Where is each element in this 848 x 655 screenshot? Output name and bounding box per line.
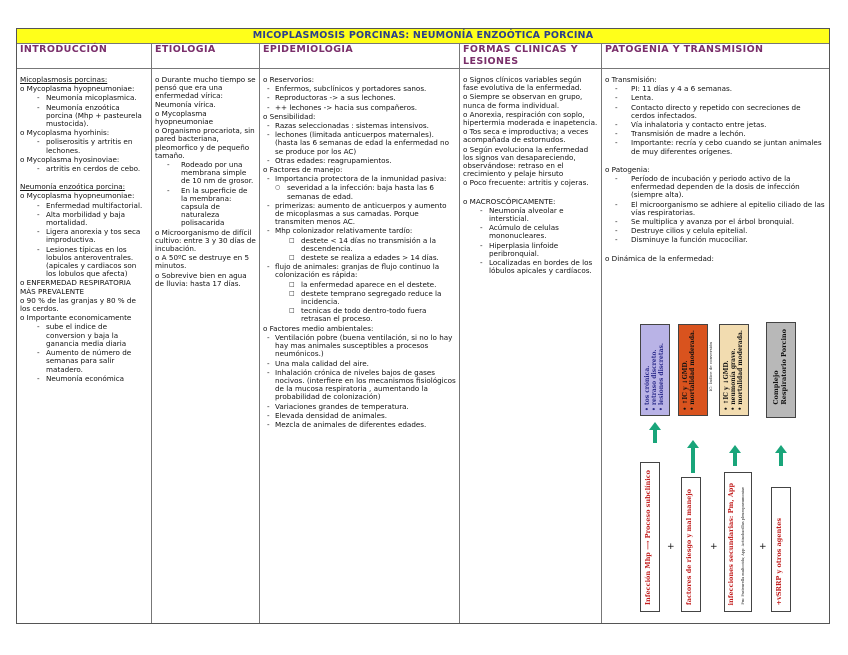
etio-item: o Microorganismo de difícil cultivo: entre 3 y 30 días de incubación. xyxy=(155,227,256,254)
formas-subitem: - Localizadas en bordes de los lóbulos apicales y cardíacos. xyxy=(463,259,598,275)
formas-item: o Siempre se observan en grupo, nunca de forma individual. xyxy=(463,92,583,110)
epi-item: o Factores medio ambientales: xyxy=(263,323,374,333)
header-formas-clinicas: FORMAS CLINICAS Y LESIONES xyxy=(460,43,602,69)
intro-item: o Importante economicamente xyxy=(20,313,132,323)
intro-subitem: - sube el indice de conversion y baja la ganancia media diaria xyxy=(20,323,148,348)
header-introduccion: INTRODUCCIÓN xyxy=(17,43,152,69)
intro-subitem: - Neumonía micoplasmica. xyxy=(20,94,148,102)
intro-subitem: - Alta morbilidad y baja mortalidad. xyxy=(20,211,148,227)
disease-dynamics-diagram xyxy=(618,312,810,617)
pato-subitem: - Vía inhalatoria y contacto entre jetas. xyxy=(605,121,826,129)
pato-subitem: - PI: 11 días y 4 a 6 semanas. xyxy=(605,85,826,93)
epi-subitem: - Razas seleccionadas : sistemas intensivos. xyxy=(263,122,456,130)
bottom-box-3-note: Pm: Pasteurella multocida; App: Actinobacillus pleuropneumoniae xyxy=(741,487,745,605)
column-epidemiologia xyxy=(260,69,460,623)
plus-sign: + xyxy=(759,542,767,552)
intro-subitem: - Aumento de número de semanas para salir matadero. xyxy=(20,349,148,374)
intro-item: o ENFERMEDAD RESPIRATORIA MÁS PREVALENTE xyxy=(20,278,131,296)
stage-box-3-text: • ↑IC y ↓GMD. • neumonía grave. • mortalidad moderada. xyxy=(723,330,744,411)
intro-subitem: - Neumonía económica xyxy=(20,375,148,383)
intro-subitem: - poliserositis y artritis en lechones. xyxy=(20,138,148,154)
etio-item: o Organismo procariota, sin pared bacteriana, pleomorfico y de pequeño tamaño. xyxy=(155,126,255,160)
intro-subitem: - Ligera anorexia y tos seca improductiva. xyxy=(20,228,148,244)
plus-sign: + xyxy=(710,542,718,552)
pato-subitem: - Disminuye la función mucociliar. xyxy=(605,236,826,244)
epi-item: o Sensibilidad: xyxy=(263,111,316,121)
intro-subitem: - artritis en cerdos de cebo. xyxy=(20,165,148,173)
epi-subsubitem: □ la enfermedad aparece en el destete. xyxy=(263,281,456,289)
formas-subitem: - Neumonía alveolar e intersticial. xyxy=(463,207,598,223)
stage-box-2-note: IC: Índice de conversión xyxy=(708,342,713,392)
bottom-box-4-text: +vSRRP y otros agentes xyxy=(775,517,783,605)
header-epidemiologia: EPIDEMIOLOGIA xyxy=(260,43,460,69)
stage-box-3 xyxy=(719,324,749,416)
epi-subitem: - Variaciones grandes de temperatura. xyxy=(263,403,456,411)
page-title: MICOPLASMOSIS PORCINAS: NEUMONÍA ENZOÓTICA PORCINA xyxy=(17,29,829,44)
formas-item: o Tos seca e improductiva; a veces acompañada de estornudos. xyxy=(463,127,589,145)
arrow-shaft xyxy=(653,429,657,443)
stage-box-4 xyxy=(766,322,796,418)
column-formas-clinicas xyxy=(460,69,602,623)
arrow-shaft xyxy=(733,452,737,466)
epi-subitem: - Mhp colonizador relativamente tardío: xyxy=(263,227,456,235)
formas-item: o MACROSCÓPICAMENTE: xyxy=(463,196,556,206)
epi-subitem: - Inhalación crónica de niveles bajos de gases nocivos. (interfiere en los mecanismos fisiológicos de la mucosa respiratoria , aumentando la probabilidad de colonización) xyxy=(263,369,456,402)
column-introduccion xyxy=(17,69,152,623)
etio-item: o Sobrevive bien en agua de lluvia: hasta 17 días. xyxy=(155,270,247,288)
pato-item: o Transmisión: xyxy=(605,75,657,84)
epi-subitem: - Elevada densidad de animales. xyxy=(263,412,456,420)
epi-subitem: - Otras edades: reagrupamientos. xyxy=(263,157,456,165)
plus-sign: + xyxy=(667,542,675,552)
epi-subitem: - primerizas: aumento de anticuerpos y aumento de micoplasmas a sus camadas. Porque transmiten menos AC. xyxy=(263,202,456,227)
intro-item: o Mycoplasma hyosinoviae: xyxy=(20,154,120,164)
formas-item: o Anorexia, respiración con soplo, hipertermia moderada e inapetencia. xyxy=(463,109,598,128)
bottom-box-1 xyxy=(640,462,660,612)
etio-subitem: - Rodeado por una membrana simple de 10 nm de grosor. xyxy=(155,161,256,186)
stage-box-1 xyxy=(640,324,670,416)
header-patogenia: PATOGENIA Y TRANSMISIÓN xyxy=(602,43,829,69)
stage-box-2-text: • ↑IC y ↓GMD. • mortalidad moderada. xyxy=(682,330,696,411)
epi-subsubitem: ○ severidad a la infección: baja hasta las 6 semanas de edad. xyxy=(263,184,456,200)
pato-subitem: - Transmisión de madre a lechón. xyxy=(605,130,826,138)
epi-subsubitem: □ tecnicas de todo dentro-todo fuera retrasan el proceso. xyxy=(263,307,456,323)
intro-subitem: - Enfermedad multifactorial. xyxy=(20,202,148,210)
stage-box-4-text: Complejo Respiratorio Porcino xyxy=(772,329,788,405)
arrow-shaft xyxy=(691,447,695,473)
epi-subitem: - Importancia protectora de la inmunidad pasiva: xyxy=(263,175,456,183)
formas-item: o Poco frecuente: artritis y cojeras. xyxy=(463,178,589,188)
epi-subitem: - flujo de animales: granjas de flujo continuo la colonización es rápida: xyxy=(263,263,456,279)
arrow-shaft xyxy=(779,452,783,466)
bottom-box-1-text: Infección Mhp ⟶ Proceso subclínico xyxy=(644,469,652,605)
epi-item: o Factores de manejo: xyxy=(263,165,343,175)
stage-box-2 xyxy=(678,324,708,416)
header-etiologia: ETIOLOGIA xyxy=(152,43,260,69)
bottom-box-2-text: factores de riesgo y mal manejo xyxy=(685,488,693,605)
epi-subitem: - Enfermos, subclínicos y portadores sanos. xyxy=(263,85,456,93)
intro-subitem: - Lesiones típicas en los lobulos anteroventrales. (apicales y cardiacos son los lobulos que afecta) xyxy=(20,246,148,279)
column-etiologia xyxy=(152,69,260,623)
formas-subitem: - Acúmulo de celulas mononucleares. xyxy=(463,224,598,240)
etio-subitem: - En la superficie de la membrana: capsula de naturaleza polisacarida xyxy=(155,187,256,228)
pato-subitem: - Lenta. xyxy=(605,94,826,102)
pato-subitem: - Período de incubación y periodo activo de la enfermedad dependen de la dosis de infección (siempre alta). xyxy=(605,175,826,200)
bottom-box-3 xyxy=(724,472,752,612)
epi-subitem: - Ventilación pobre (buena ventilación, si no lo hay hay mas animales susceptibles a procesos neumónicos.) xyxy=(263,334,456,359)
etio-item: o Mycoplasma hyopneumoniae xyxy=(155,108,214,127)
intro-heading-micoplasmosis: Micoplasmosis porcinas: xyxy=(20,75,108,84)
pato-subitem: - Contacto directo y repetido con secreciones de cerdos infectados. xyxy=(605,104,826,120)
intro-item: o Mycoplasma hyopneumoniae: xyxy=(20,191,135,201)
pato-item: o Patogenia: xyxy=(605,164,650,174)
intro-subitem: - Neumonía enzoótica porcina (Mhp + pasteurela mustocida). xyxy=(20,104,148,129)
pato-subitem: - Destruye cilios y celula epitelial. xyxy=(605,227,826,235)
stage-box-1-text: • tos crónica. • retraso discreto. • lesiones discretas. xyxy=(644,343,665,411)
formas-item: o Signos clínicos variables según fase evolutiva de la enfermedad. xyxy=(463,75,582,93)
intro-heading-neumonia: Neumonía enzoótica porcina: xyxy=(20,182,126,192)
epi-item: o Reservorios: xyxy=(263,75,315,84)
intro-item: o Mycoplasma hyorhinis: xyxy=(20,128,110,138)
epi-subitem: - lechones (limitada anticuerpos maternales). (hasta las 6 semanas de edad la enfermedad no se produce por los AC) xyxy=(263,131,456,156)
bottom-box-2 xyxy=(681,477,701,612)
pato-item: o Dinámica de la enfermedad: xyxy=(605,253,714,263)
epi-subitem: - Reproductoras -> a sus lechones. xyxy=(263,94,456,102)
pato-subitem: - Se multiplica y avanza por el árbol bronquial. xyxy=(605,218,826,226)
epi-subsubitem: □ destete < 14 días no transmisión a la descendencia. xyxy=(263,237,456,253)
formas-item: o Según evoluciona la enfermedad los signos van desapareciendo, observándose: retraso en el crecimiento y pelaje hirsuto xyxy=(463,144,589,179)
bottom-box-4 xyxy=(771,487,791,612)
etio-item: o Durante mucho tiempo se pensó que era una enfermedad vírica: Neumonía vírica. xyxy=(155,75,256,109)
epi-subitem: - ++ lechones -> hacia sus compañeros. xyxy=(263,104,456,112)
epi-subsubitem: □ destete temprano segregado reduce la incidencia. xyxy=(263,290,456,306)
intro-item: o Mycoplasma hyopneumoniae: xyxy=(20,84,135,94)
intro-item: o 90 % de las granjas y 80 % de los cerdos. xyxy=(20,295,136,314)
pato-subitem: - El microorganismo se adhiere al epitelio ciliado de las vías respiratorias. xyxy=(605,201,826,217)
epi-subitem: - Una mala calidad del aire. xyxy=(263,360,456,368)
epi-subitem: - Mezcla de animales de diferentes edades. xyxy=(263,421,456,429)
etio-item: o A 50ºC se destruye en 5 minutos. xyxy=(155,253,250,271)
epi-subsubitem: □ destete se realiza a edades > 14 días. xyxy=(263,254,456,262)
pato-subitem: - Importante: recría y cebo cuando se juntan animales de muy diferentes orígenes. xyxy=(605,139,826,155)
formas-subitem: - Hiperplasia linfoide peribronquial. xyxy=(463,242,598,258)
bottom-box-3-text: infecciones secundarias: Pm, App xyxy=(727,482,735,605)
